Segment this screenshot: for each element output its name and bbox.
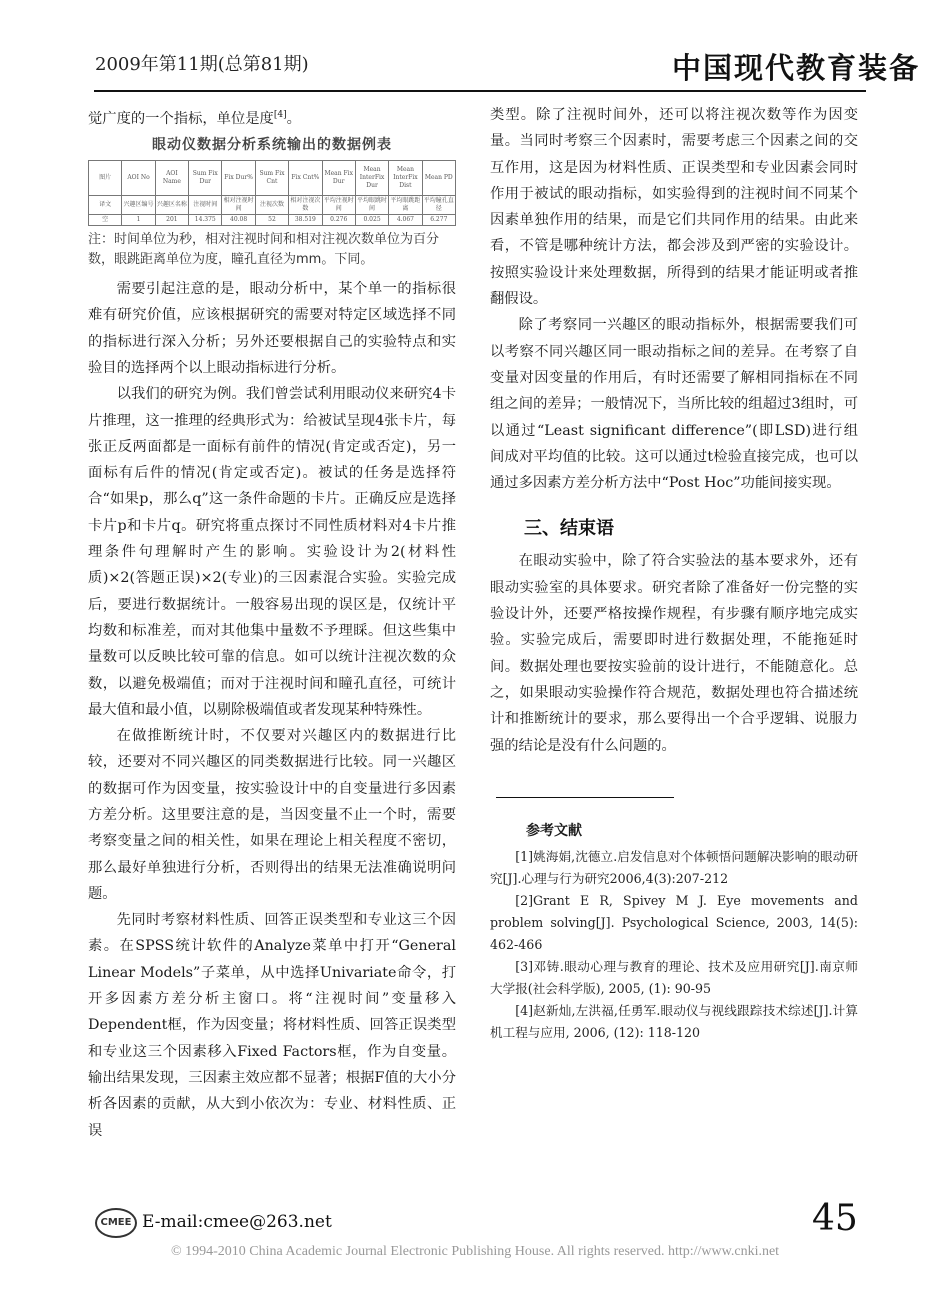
data-table — [88, 160, 456, 226]
intro-line: 觉广度的一个指标，单位是度[4]。 — [88, 110, 301, 127]
paragraph: 需要引起注意的是，眼动分析中，某个单一的指标很难有研究价值，应该根据研究的需要对特定区域选择不同的指标进行深入分析；另外还要根据自己的实验特点和实验目的选择两个以上眼动指标进行分析。 — [88, 281, 456, 376]
table-cell: 译文 — [89, 196, 122, 215]
table-header-cell: 图片 — [89, 161, 122, 196]
references-title: 参考文献 — [526, 822, 582, 839]
table-header-cell: Fix Dur% — [222, 161, 255, 196]
table-header-cell: Mean Fix Dur — [322, 161, 355, 196]
table-cell: 0.276 — [322, 215, 355, 226]
table-header-row — [89, 161, 456, 196]
table-cell: 平均眼跳距离 — [389, 196, 422, 215]
table-cell: 38.519 — [289, 215, 322, 226]
journal-title: 中国现代教育装备 — [672, 51, 921, 85]
copyright-line: © 1994-2010 China Academic Journal Electronic Publishing House. All rights reserved. http://www.cnki.net — [170, 1244, 780, 1259]
table-cell: 兴趣区编号 — [122, 196, 155, 215]
table-cell: 4.067 — [389, 215, 422, 226]
table-row — [89, 196, 456, 215]
paragraph: 除了考察同一兴趣区的眼动指标外，根据需要我们可以考察不同兴趣区同一眼动指标之间的差异。在考察了自变量对因变量的作用后，有时还需要了解相同指标在不同组之间的差异；一般情况下，当所比较的组超过3组时，可以通过“Least significant difference”(即LSD)进行组间成对平均值的比较。这可以通过t检验直接完成，也可以通过多因素方差分析方法中“Post Hoc”功能间接实现。 — [490, 317, 858, 492]
references-divider — [496, 797, 674, 798]
paragraph: 类型。除了注视时间外，还可以将注视次数等作为因变量。当同时考察三个因素时，需要考虑三个因素之间的交互作用，这是因为材料性质、正误类型和专业因素会同时作用于被试的眼动指标，如实验得到的注视时间不同某个因素单独作用的结果，而是它们共同作用的结果。由此来看，不管是哪种统计方法，都会涉及到严密的实验设计。按照实验设计来处理数据，所得到的结果才能证明或者推翻假设。 — [490, 107, 858, 308]
right-column — [490, 102, 858, 1044]
header-divider — [94, 90, 866, 92]
paragraph: 先同时考察材料性质、回答正误类型和专业这三个因素。在SPSS统计软件的Analyze菜单中打开“General Linear Models”子菜单，从中选择Univariate命令，打开多因素方差分析主窗口。将“注视时间”变量移入Dependent框，作为因变量；将材料性质、回答正误类型和专业这三个因素移入Fixed Factors框，作为自变量。输出结果发现，三因素主效应都不显著；根据F值的大小分析各因素的贡献，从大到小依次为：专业、材料性质、正误 — [88, 912, 456, 1139]
table-header-cell: Sum Fix Cnt — [255, 161, 288, 196]
cmee-logo: CMEE — [95, 1208, 137, 1238]
citation-ref[interactable]: [4] — [273, 110, 287, 120]
table-cell: 40.08 — [222, 215, 255, 226]
reference-item: [1]姚海娟,沈德立.启发信息对个体顿悟问题解决影响的眼动研究[J].心理与行为研究2006,4(3):207-212 — [490, 848, 858, 886]
table-cell: 14.375 — [189, 215, 222, 226]
table-cell: 0.025 — [355, 215, 388, 226]
table-header-cell: Mean InterFix Dist — [389, 161, 422, 196]
table-header-cell: Mean PD — [422, 161, 455, 196]
table-cell: 空 — [89, 215, 122, 226]
left-column — [88, 102, 456, 1144]
table-cell: 兴趣区名称 — [155, 196, 188, 215]
table-header-cell: Mean InterFix Dur — [355, 161, 388, 196]
table-header-cell: Sum Fix Dur — [189, 161, 222, 196]
table-header-cell: Fix Cnt% — [289, 161, 322, 196]
reference-item: [3]邓铸.眼动心理与教育的理论、技术及应用研究[J].南京师大学报(社会科学版), 2005, (1): 90-95 — [490, 958, 858, 996]
table-cell: 201 — [155, 215, 188, 226]
table-cell: 注视时间 — [189, 196, 222, 215]
table-cell: 相对注视时间 — [222, 196, 255, 215]
table-cell: 注视次数 — [255, 196, 288, 215]
table-cell: 平均注视时间 — [322, 196, 355, 215]
table-cell: 平均眼跳时间 — [355, 196, 388, 215]
table-cell: 6.277 — [422, 215, 455, 226]
footer-email[interactable]: E-mail:cmee@263.net — [142, 1212, 332, 1232]
paragraph: 在眼动实验中，除了符合实验法的基本要求外，还有眼动实验室的具体要求。研究者除了准备好一份完整的实验设计外，还要严格按操作规程，有步骤有顺序地完成实验。实验完成后，需要即时进行数据处理，不能拖延时间。数据处理也要按实验前的设计进行，不能随意化。总之，如果眼动实验操作符合规范，数据处理也符合描述统计和推断统计的要求，那么要得出一个合乎逻辑、说服力强的结论是没有什么问题的。 — [490, 553, 858, 754]
table-header-cell: AOI Name — [155, 161, 188, 196]
issue-label: 2009年第11期(总第81期) — [95, 54, 309, 75]
table-cell: 1 — [122, 215, 155, 226]
paragraph: 以我们的研究为例。我们曾尝试利用眼动仪来研究4卡片推理，这一推理的经典形式为：给被试呈现4张卡片，每张正反两面都是一面标有前件的情况(肯定或否定)，另一面标有后件的情况(肯定或否定)。被试的任务是选择符合“如果p，那么q”这一条件命题的卡片。正确反应是选择卡片p和卡片q。研究将重点探讨不同性质材料对4卡片推理条件句理解时产生的影响。实验设计为2(材料性质)×2(答题正误)×2(专业)的三因素混合实验。实验完成后，要进行数据统计。一般容易出现的误区是，仅统计平均数和标准差，而对其他集中量数不予理睬。但这些集中量数可以反映比较可靠的信息。如可以统计注视次数的众数，以避免极端值；而对于注视时间和瞳孔直径，可统计最大值和最小值，以剔除极端值或者发现某种特殊性。 — [88, 386, 456, 718]
table-title: 眼动仪数据分析系统输出的数据例表 — [152, 137, 392, 154]
table-cell: 平均瞳孔直径 — [422, 196, 455, 215]
table-cell: 52 — [255, 215, 288, 226]
page-number: 45 — [812, 1198, 858, 1239]
section-heading: 三、结束语 — [524, 518, 614, 540]
reference-item: [2]Grant E R, Spivey M J. Eye movements and problem solving[J]. Psychological Science, 2003, 14(5): 462-466 — [490, 892, 858, 952]
table-header-cell: AOI No — [122, 161, 155, 196]
reference-item: [4]赵新灿,左洪福,任勇军.眼动仪与视线跟踪技术综述[J].计算机工程与应用, 2006, (12): 118-120 — [490, 1002, 858, 1040]
table-row — [89, 215, 456, 226]
table-cell: 相对注视次数 — [289, 196, 322, 215]
table-note: 注：时间单位为秒，相对注视时间和相对注视次数单位为百分数，眼跳距离单位为度，瞳孔直径为mm。下同。 — [88, 232, 440, 268]
paragraph: 在做推断统计时，不仅要对兴趣区内的数据进行比较，还要对不同兴趣区的同类数据进行比较。同一兴趣区的数据可作为因变量，按实验设计中的自变量进行多因素方差分析。这里要注意的是，当因变量不止一个时，需要考察变量之间的相关性，如果在理论上相关程度不密切，那么最好单独进行分析，否则得出的结果无法准确说明问题。 — [88, 728, 456, 902]
